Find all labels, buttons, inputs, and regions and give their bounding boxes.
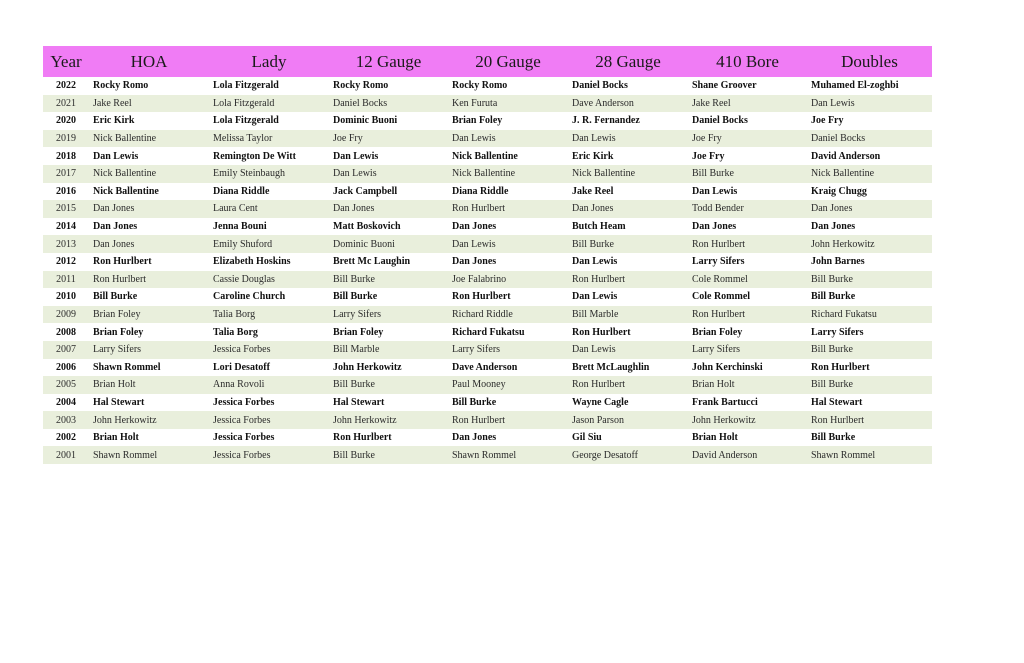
cell-doubles: Shawn Rommel: [811, 449, 876, 461]
cell-year: 2015: [56, 203, 76, 215]
cell-doubles: Muhamed El-zoghbi: [811, 80, 899, 92]
cell-12-gauge: Joe Fry: [333, 133, 363, 145]
cell-12-gauge: Bill Marble: [333, 344, 380, 356]
cell-12-gauge: Bill Burke: [333, 379, 375, 391]
cell-410-bore: Larry Sifers: [692, 256, 745, 268]
cell-410-bore: Cole Rommel: [692, 291, 751, 303]
cell-12-gauge: Hal Stewart: [333, 396, 385, 408]
cell-doubles: John Herkowitz: [811, 238, 875, 250]
table-row: [43, 77, 932, 95]
cell-hoa: Brian Holt: [93, 379, 136, 391]
cell-hoa: Dan Jones: [93, 203, 135, 215]
cell-lady: Lola Fitzgerald: [213, 97, 275, 109]
cell-20-gauge: Dan Jones: [452, 256, 497, 268]
cell-year: 2021: [56, 97, 76, 109]
cell-year: 2013: [56, 238, 76, 250]
table-row: [43, 359, 932, 377]
table-row: [43, 411, 932, 429]
cell-12-gauge: Ron Hurlbert: [333, 432, 392, 444]
cell-410-bore: Daniel Bocks: [692, 115, 748, 127]
cell-year: 2006: [56, 361, 76, 373]
table-row: [43, 147, 932, 165]
cell-28-gauge: Jason Parson: [572, 414, 624, 426]
cell-doubles: Richard Fukatsu: [811, 309, 877, 321]
table-row: [43, 200, 932, 218]
cell-28-gauge: Ron Hurlbert: [572, 379, 626, 391]
table-row: [43, 288, 932, 306]
cell-12-gauge: Bill Burke: [333, 449, 375, 461]
cell-year: 2007: [56, 344, 76, 356]
cell-year: 2010: [56, 291, 76, 303]
cell-year: 2019: [56, 133, 76, 145]
table-row: [43, 341, 932, 359]
cell-hoa: Shawn Rommel: [93, 449, 158, 461]
cell-12-gauge: Bill Burke: [333, 273, 375, 285]
cell-hoa: Shawn Rommel: [93, 361, 161, 373]
cell-hoa: Nick Ballentine: [93, 133, 157, 145]
winners-table: [43, 46, 932, 464]
cell-year: 2020: [56, 115, 76, 127]
cell-410-bore: Ron Hurlbert: [692, 309, 746, 321]
cell-hoa: John Herkowitz: [93, 414, 157, 426]
cell-doubles: Hal Stewart: [811, 396, 863, 408]
header-410-bore: 410 Bore: [716, 51, 779, 71]
cell-year: 2012: [56, 256, 76, 268]
cell-hoa: Nick Ballentine: [93, 185, 159, 197]
cell-410-bore: Ron Hurlbert: [692, 238, 746, 250]
cell-12-gauge: Dan Jones: [333, 203, 375, 215]
cell-20-gauge: Dave Anderson: [452, 361, 518, 373]
cell-hoa: Brian Foley: [93, 326, 144, 338]
cell-12-gauge: Larry Sifers: [333, 309, 382, 321]
cell-doubles: Nick Ballentine: [811, 168, 875, 180]
cell-lady: Anna Rovoli: [213, 379, 265, 391]
cell-28-gauge: Bill Marble: [572, 309, 619, 321]
cell-year: 2001: [56, 449, 76, 461]
cell-12-gauge: Dominic Buoni: [333, 115, 398, 127]
cell-12-gauge: Brett Mc Laughin: [333, 256, 411, 268]
table-row: [43, 95, 932, 113]
cell-12-gauge: Matt Boskovich: [333, 221, 401, 233]
cell-410-bore: Larry Sifers: [692, 344, 741, 356]
header-hoa: HOA: [130, 51, 168, 71]
cell-20-gauge: Dan Jones: [452, 221, 497, 233]
cell-28-gauge: Dan Lewis: [572, 133, 616, 145]
cell-lady: Emily Steinbaugh: [213, 168, 285, 180]
cell-28-gauge: Bill Burke: [572, 238, 614, 250]
cell-lady: Jessica Forbes: [213, 396, 275, 408]
cell-410-bore: John Herkowitz: [692, 414, 756, 426]
cell-doubles: Bill Burke: [811, 432, 856, 444]
cell-doubles: Daniel Bocks: [811, 133, 866, 145]
cell-lady: Lori Desatoff: [213, 361, 270, 373]
cell-year: 2002: [56, 432, 76, 444]
cell-28-gauge: Brett McLaughlin: [572, 361, 650, 373]
cell-hoa: Dan Lewis: [93, 150, 139, 162]
cell-410-bore: David Anderson: [692, 449, 758, 461]
cell-hoa: Dan Jones: [93, 221, 138, 233]
cell-hoa: Rocky Romo: [93, 80, 149, 92]
cell-lady: Diana Riddle: [213, 185, 270, 197]
table-row: [43, 165, 932, 183]
cell-doubles: Dan Jones: [811, 221, 856, 233]
cell-year: 2004: [56, 396, 76, 408]
cell-hoa: Eric Kirk: [93, 115, 135, 127]
cell-20-gauge: Paul Mooney: [452, 379, 506, 391]
cell-doubles: Dan Jones: [811, 203, 853, 215]
cell-28-gauge: Ron Hurlbert: [572, 326, 631, 338]
table-row: [43, 235, 932, 253]
cell-410-bore: Bill Burke: [692, 168, 734, 180]
cell-hoa: Larry Sifers: [93, 344, 142, 356]
cell-20-gauge: Joe Falabrino: [452, 273, 507, 285]
cell-410-bore: Joe Fry: [692, 133, 722, 145]
cell-410-bore: Todd Bender: [692, 203, 744, 215]
cell-lady: Jessica Forbes: [213, 344, 271, 356]
table-row: [43, 323, 932, 341]
cell-hoa: Hal Stewart: [93, 396, 145, 408]
cell-12-gauge: Dominic Buoni: [333, 238, 395, 250]
cell-410-bore: Dan Jones: [692, 221, 737, 233]
cell-28-gauge: George Desatoff: [572, 449, 638, 461]
cell-lady: Melissa Taylor: [213, 133, 273, 145]
table-row: [43, 253, 932, 271]
cell-year: 2003: [56, 414, 76, 426]
cell-20-gauge: Ron Hurlbert: [452, 291, 511, 303]
cell-lady: Jessica Forbes: [213, 414, 271, 426]
cell-hoa: Ron Hurlbert: [93, 256, 152, 268]
cell-12-gauge: John Herkowitz: [333, 414, 397, 426]
cell-20-gauge: Richard Fukatsu: [452, 326, 525, 338]
cell-hoa: Jake Reel: [93, 97, 132, 109]
cell-20-gauge: Rocky Romo: [452, 80, 508, 92]
cell-lady: Talia Borg: [213, 326, 258, 338]
cell-20-gauge: Diana Riddle: [452, 185, 509, 197]
cell-20-gauge: Brian Foley: [452, 115, 503, 127]
cell-28-gauge: Dan Lewis: [572, 291, 618, 303]
cell-20-gauge: Ken Furuta: [452, 97, 498, 109]
cell-doubles: Kraig Chugg: [811, 185, 867, 197]
cell-lady: Elizabeth Hoskins: [213, 256, 291, 268]
cell-12-gauge: Jack Campbell: [333, 185, 398, 197]
cell-12-gauge: Bill Burke: [333, 291, 378, 303]
cell-lady: Caroline Church: [213, 291, 286, 303]
cell-doubles: Joe Fry: [811, 115, 844, 127]
cell-20-gauge: Bill Burke: [452, 396, 497, 408]
cell-410-bore: Frank Bartucci: [692, 396, 758, 408]
cell-28-gauge: Gil Siu: [572, 432, 602, 444]
table-row: [43, 271, 932, 289]
cell-lady: Cassie Douglas: [213, 273, 275, 285]
table-row: [43, 112, 932, 130]
header-lady: Lady: [251, 51, 287, 71]
table-row: [43, 130, 932, 148]
cell-doubles: Bill Burke: [811, 379, 853, 391]
table-body: [43, 77, 932, 464]
cell-lady: Emily Shuford: [213, 238, 273, 250]
cell-28-gauge: Wayne Cagle: [572, 396, 629, 408]
table-row: [43, 218, 932, 236]
cell-20-gauge: Dan Jones: [452, 432, 497, 444]
header-row: [43, 46, 932, 77]
cell-year: 2005: [56, 379, 76, 391]
cell-hoa: Brian Holt: [93, 432, 139, 444]
cell-410-bore: Jake Reel: [692, 97, 731, 109]
cell-20-gauge: Nick Ballentine: [452, 150, 518, 162]
table-row: [43, 429, 932, 447]
cell-doubles: Bill Burke: [811, 273, 853, 285]
cell-28-gauge: Ron Hurlbert: [572, 273, 626, 285]
header-year: Year: [50, 51, 82, 71]
cell-410-bore: Shane Groover: [692, 80, 757, 92]
cell-410-bore: Dan Lewis: [692, 185, 738, 197]
cell-doubles: Ron Hurlbert: [811, 361, 870, 373]
cell-28-gauge: Dan Lewis: [572, 256, 618, 268]
cell-lady: Jenna Bouni: [213, 221, 267, 233]
cell-year: 2018: [56, 150, 76, 162]
table-row: [43, 376, 932, 394]
cell-doubles: Bill Burke: [811, 344, 853, 356]
cell-lady: Talia Borg: [213, 309, 256, 321]
cell-20-gauge: Shawn Rommel: [452, 449, 517, 461]
cell-12-gauge: Daniel Bocks: [333, 97, 388, 109]
cell-year: 2022: [56, 80, 76, 92]
cell-hoa: Bill Burke: [93, 291, 138, 303]
table-row: [43, 183, 932, 201]
cell-lady: Jessica Forbes: [213, 449, 271, 461]
cell-20-gauge: Nick Ballentine: [452, 168, 516, 180]
header-20-gauge: 20 Gauge: [475, 51, 541, 71]
cell-lady: Laura Cent: [213, 203, 258, 215]
cell-hoa: Ron Hurlbert: [93, 273, 147, 285]
cell-28-gauge: Jake Reel: [572, 185, 614, 197]
cell-hoa: Brian Foley: [93, 309, 141, 321]
cell-12-gauge: Rocky Romo: [333, 80, 389, 92]
header-28-gauge: 28 Gauge: [595, 51, 661, 71]
cell-year: 2009: [56, 309, 76, 321]
cell-12-gauge: Dan Lewis: [333, 168, 377, 180]
table-row: [43, 394, 932, 412]
cell-20-gauge: Dan Lewis: [452, 133, 496, 145]
table-row: [43, 446, 932, 464]
cell-20-gauge: Ron Hurlbert: [452, 414, 506, 426]
cell-lady: Jessica Forbes: [213, 432, 275, 444]
cell-year: 2014: [56, 221, 76, 233]
cell-lady: Lola Fitzgerald: [213, 80, 279, 92]
cell-year: 2011: [56, 273, 76, 285]
cell-28-gauge: Nick Ballentine: [572, 168, 636, 180]
cell-410-bore: Brian Holt: [692, 432, 738, 444]
cell-410-bore: Joe Fry: [692, 150, 725, 162]
cell-410-bore: Cole Rommel: [692, 273, 748, 285]
cell-20-gauge: Dan Lewis: [452, 238, 496, 250]
cell-20-gauge: Ron Hurlbert: [452, 203, 506, 215]
cell-410-bore: Brian Holt: [692, 379, 735, 391]
cell-year: 2016: [56, 185, 76, 197]
cell-28-gauge: Dan Jones: [572, 203, 614, 215]
cell-doubles: Bill Burke: [811, 291, 856, 303]
cell-28-gauge: Eric Kirk: [572, 150, 614, 162]
cell-28-gauge: Daniel Bocks: [572, 80, 628, 92]
cell-28-gauge: Dan Lewis: [572, 344, 616, 356]
cell-doubles: David Anderson: [811, 150, 881, 162]
cell-year: 2017: [56, 168, 76, 180]
cell-hoa: Nick Ballentine: [93, 168, 157, 180]
cell-lady: Lola Fitzgerald: [213, 115, 279, 127]
cell-28-gauge: J. R. Fernandez: [572, 115, 640, 127]
cell-doubles: Larry Sifers: [811, 326, 864, 338]
header-doubles: Doubles: [841, 51, 898, 71]
header-12-gauge: 12 Gauge: [355, 51, 422, 71]
cell-doubles: John Barnes: [811, 256, 865, 268]
cell-12-gauge: John Herkowitz: [333, 361, 402, 373]
cell-doubles: Dan Lewis: [811, 97, 855, 109]
cell-28-gauge: Butch Heam: [572, 221, 626, 233]
cell-doubles: Ron Hurlbert: [811, 414, 865, 426]
cell-12-gauge: Brian Foley: [333, 326, 384, 338]
cell-410-bore: John Kerchinski: [692, 361, 763, 373]
cell-410-bore: Brian Foley: [692, 326, 743, 338]
cell-12-gauge: Dan Lewis: [333, 150, 379, 162]
cell-20-gauge: Larry Sifers: [452, 344, 501, 356]
table-row: [43, 306, 932, 324]
cell-20-gauge: Richard Riddle: [452, 309, 513, 321]
cell-28-gauge: Dave Anderson: [572, 97, 634, 109]
cell-lady: Remington De Witt: [213, 150, 296, 162]
cell-hoa: Dan Jones: [93, 238, 135, 250]
cell-year: 2008: [56, 326, 76, 338]
